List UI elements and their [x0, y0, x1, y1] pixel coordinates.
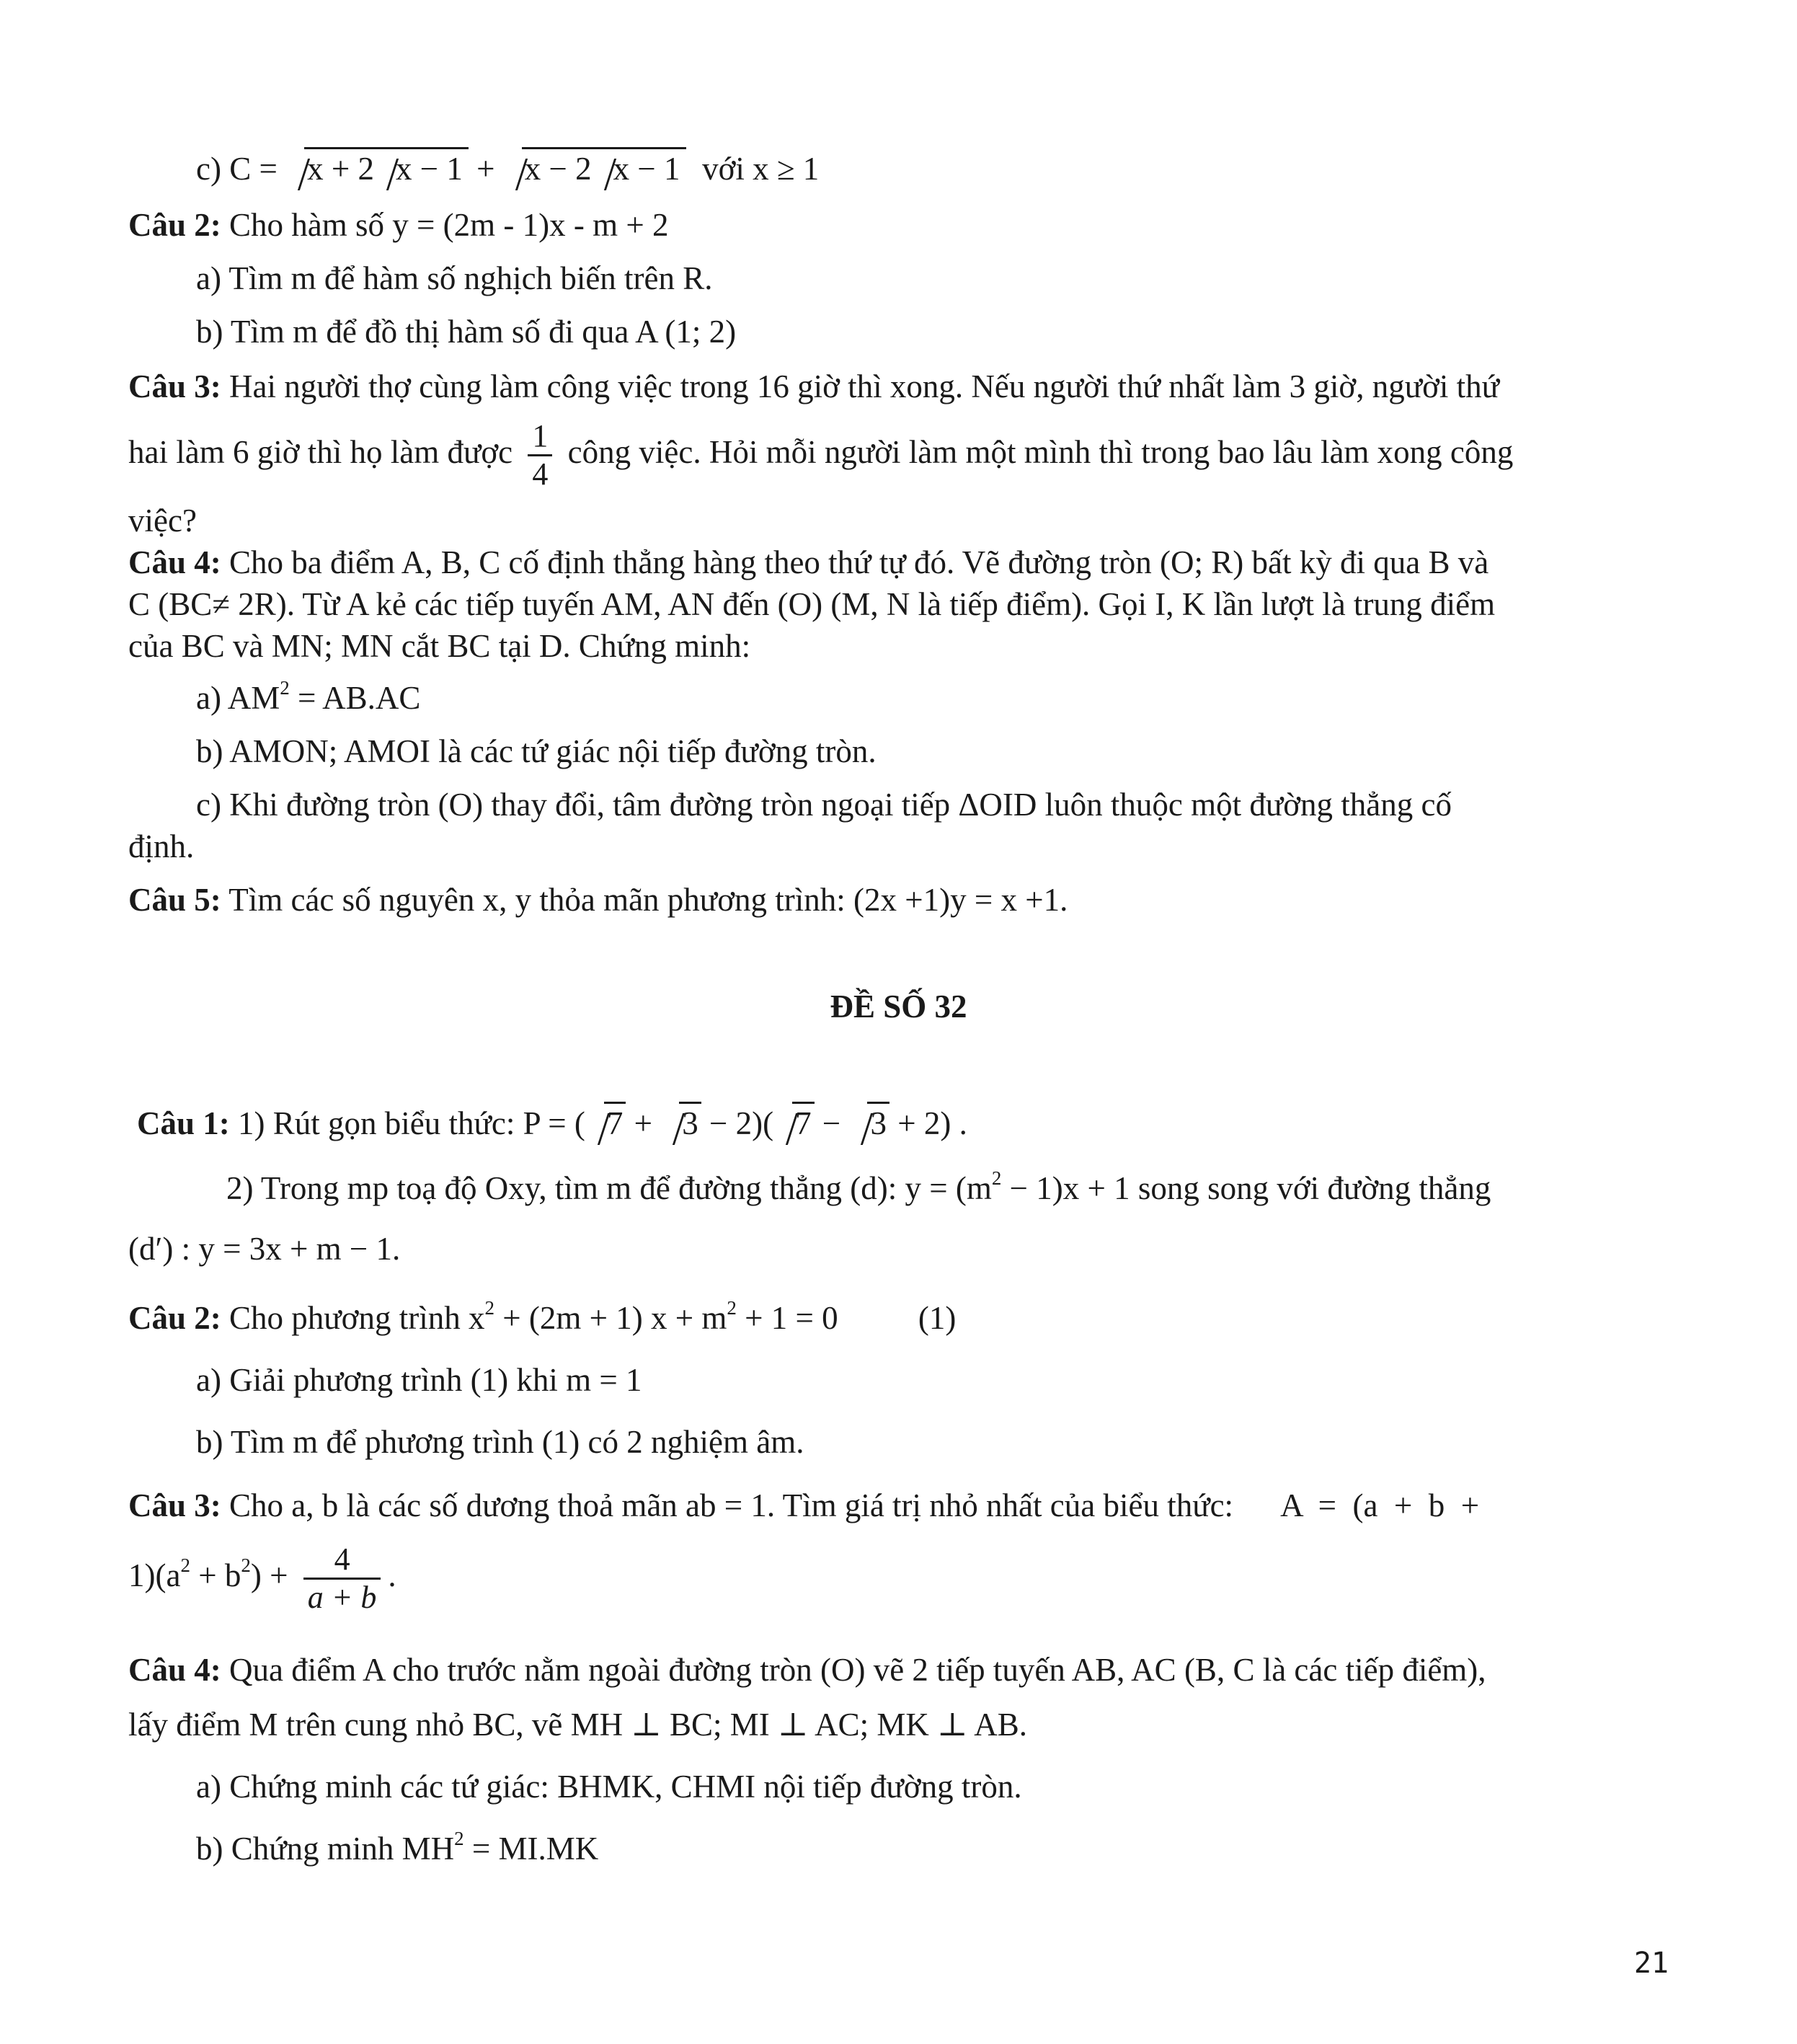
- radicand-part: x + 2: [307, 151, 374, 187]
- prev-q4b: b) AMON; AMOI là các tứ giác nội tiếp đường tròn.: [196, 733, 877, 769]
- fraction-numerator: 4: [334, 1541, 350, 1578]
- condition-text: với x ≥ 1: [702, 151, 820, 187]
- prev-q3-line1: [128, 366, 1671, 407]
- prev-q2a: a) Tìm m để hàm số nghịch biến trên R.: [196, 260, 713, 296]
- exam-title: ĐỀ SỐ 32: [830, 988, 967, 1025]
- question-text: Qua điểm A cho trước nằm ngoài đường tròn (O) vẽ 2 tiếp tuyến AB, AC (B, C là các tiếp điểm),: [229, 1652, 1486, 1688]
- radicand: 3: [679, 1102, 701, 1141]
- prev-q3-line2: [128, 412, 1671, 492]
- question-text: Cho a, b là các số dương thoả mãn ab = 1. Tìm giá trị nhỏ nhất của biểu thức: A = (a + b +: [221, 1487, 1480, 1523]
- radicand-part: x − 2: [524, 151, 592, 187]
- question-text: 1) Rút gọn biểu thức: P = (: [238, 1105, 585, 1141]
- exam-q4-line2: lấy điểm M trên cung nhỏ BC, vẽ MH ⊥ BC; MI ⊥ AC; MK ⊥ AB.: [128, 1707, 1027, 1743]
- sqrt-7-b: [773, 1103, 815, 1143]
- prev-q4c-line1: c) Khi đường tròn (O) thay đổi, tâm đường tròn ngoại tiếp ΔOID luôn thuộc một đường thẳng cố: [196, 787, 1452, 823]
- superscript: 2: [727, 1296, 737, 1319]
- question-text: − 1)x + 1 song song với đường thẳng: [1001, 1170, 1491, 1206]
- question-text: + (2m + 1) x + m: [494, 1300, 727, 1336]
- exam-q4a: a) Chứng minh các tứ giác: BHMK, CHMI nội tiếp đường tròn.: [196, 1769, 1022, 1805]
- exam-q2a: a) Giải phương trình (1) khi m = 1: [196, 1362, 642, 1398]
- superscript: 2: [241, 1554, 251, 1576]
- prev-q2b: b) Tìm m để đồ thị hàm số đi qua A (1; 2): [196, 314, 737, 350]
- equation-tag: (1): [918, 1300, 957, 1336]
- prev-q3-line3: việc?: [128, 503, 197, 539]
- question-text: Cho ba điểm A, B, C cố định thẳng hàng theo thứ tự đó. Vẽ đường tròn (O; R) bất kỳ đi qua B và: [229, 544, 1489, 580]
- exam-q4b: [196, 1828, 1739, 1869]
- fraction-denominator: a + b: [303, 1578, 381, 1616]
- fraction-one-quarter: [528, 418, 552, 492]
- question-label: Câu 2:: [128, 207, 221, 243]
- prev-q4-line2: C (BC≠ 2R). Từ A kẻ các tiếp tuyến AM, AN đến (O) (M, N là tiếp điểm). Gọi I, K lần lượt là trung điểm: [128, 586, 1496, 622]
- question-text: ) +: [250, 1557, 288, 1593]
- question-label: Câu 3:: [128, 368, 221, 404]
- operator: −: [814, 1105, 849, 1141]
- question-label: Câu 4:: [128, 1652, 221, 1688]
- c-label: c) C =: [196, 151, 278, 187]
- question-text: 2) Trong mp toạ độ Oxy, tìm m để đường thẳng (d): y = (m: [226, 1170, 992, 1206]
- sqrt-3-a: [660, 1103, 701, 1143]
- question-text: Hai người thợ cùng làm công việc trong 16 giờ thì xong. Nếu người thứ nhất làm 3 giờ, người thứ: [229, 368, 1500, 404]
- question-text: + 1 = 0: [736, 1300, 838, 1336]
- superscript: 2: [991, 1167, 1002, 1189]
- question-text: = MI.MK: [463, 1831, 599, 1867]
- operator: + 2) .: [889, 1105, 967, 1141]
- exam-q3-line2: [128, 1536, 1671, 1616]
- superscript: 2: [454, 1827, 464, 1849]
- sqrt-expression-2: [503, 149, 686, 189]
- sqrt-3-b: [848, 1103, 889, 1143]
- operator: − 2)(: [701, 1105, 774, 1141]
- prev-q4-line3: của BC và MN; MN cắt BC tại D. Chứng minh:: [128, 628, 751, 664]
- period: .: [388, 1557, 396, 1593]
- prev-q4c-line2: định.: [128, 828, 195, 864]
- fraction-4-over-a-plus-b: [303, 1541, 381, 1616]
- question-text: 1)(a: [128, 1557, 181, 1593]
- radicand: 3: [867, 1102, 889, 1141]
- plus-sign: +: [476, 151, 495, 187]
- q4a-text: = AB.AC: [289, 680, 421, 716]
- radicand: 7: [604, 1102, 626, 1141]
- question-label: Câu 2:: [128, 1300, 221, 1336]
- fraction-denominator: 4: [528, 454, 552, 492]
- question-text: Cho phương trình x: [229, 1300, 485, 1336]
- q4a-text: a) AM: [196, 680, 280, 716]
- operator: +: [626, 1105, 661, 1141]
- sqrt-7-a: [585, 1103, 626, 1143]
- prev-q4a: [196, 678, 1739, 718]
- exam-q4-line1: [128, 1650, 1671, 1690]
- question-text: công việc. Hỏi mỗi người làm một mình thì trong bao lâu làm xong công: [567, 434, 1514, 470]
- page-number: 21: [1633, 1947, 1669, 1980]
- prev-q5-line: [128, 880, 1671, 920]
- fraction-numerator: 1: [532, 418, 549, 454]
- exam-q1-1: [137, 1103, 1680, 1143]
- exam-q3-line1: [128, 1485, 1671, 1526]
- exam-q2b: b) Tìm m để phương trình (1) có 2 nghiệm âm.: [196, 1424, 804, 1460]
- question-label: Câu 4:: [128, 544, 221, 580]
- radicand-inner: x − 1: [611, 147, 683, 187]
- exam-q1-2-line1: [226, 1168, 1671, 1208]
- prev-c-line: [196, 149, 1739, 189]
- question-text: Cho hàm số y = (2m - 1)x - m + 2: [229, 207, 669, 243]
- prev-q2-line: [128, 205, 1671, 245]
- superscript: 2: [280, 676, 290, 699]
- sqrt-expression-1: [285, 149, 469, 189]
- radicand-inner: x − 1: [393, 147, 466, 187]
- radicand: 7: [792, 1102, 815, 1141]
- question-text: Tìm các số nguyên x, y thỏa mãn phương trình: (2x +1)y = x +1.: [228, 882, 1068, 918]
- sqrt-inner-2: [592, 149, 683, 189]
- question-label: Câu 1:: [137, 1105, 230, 1141]
- question-label: Câu 5:: [128, 882, 221, 918]
- question-text: hai làm 6 giờ thì họ làm được: [128, 434, 513, 470]
- question-text: + b: [190, 1557, 241, 1593]
- exam-q2-line: [128, 1298, 1671, 1338]
- exam-q1-2-line2: (d′) : y = 3x + m − 1.: [128, 1231, 401, 1267]
- sqrt-inner-1: [374, 149, 466, 189]
- superscript: 2: [484, 1296, 494, 1319]
- question-text: b) Chứng minh MH: [196, 1831, 455, 1867]
- question-label: Câu 3:: [128, 1487, 221, 1523]
- prev-q4-line1: [128, 542, 1671, 583]
- superscript: 2: [180, 1554, 190, 1576]
